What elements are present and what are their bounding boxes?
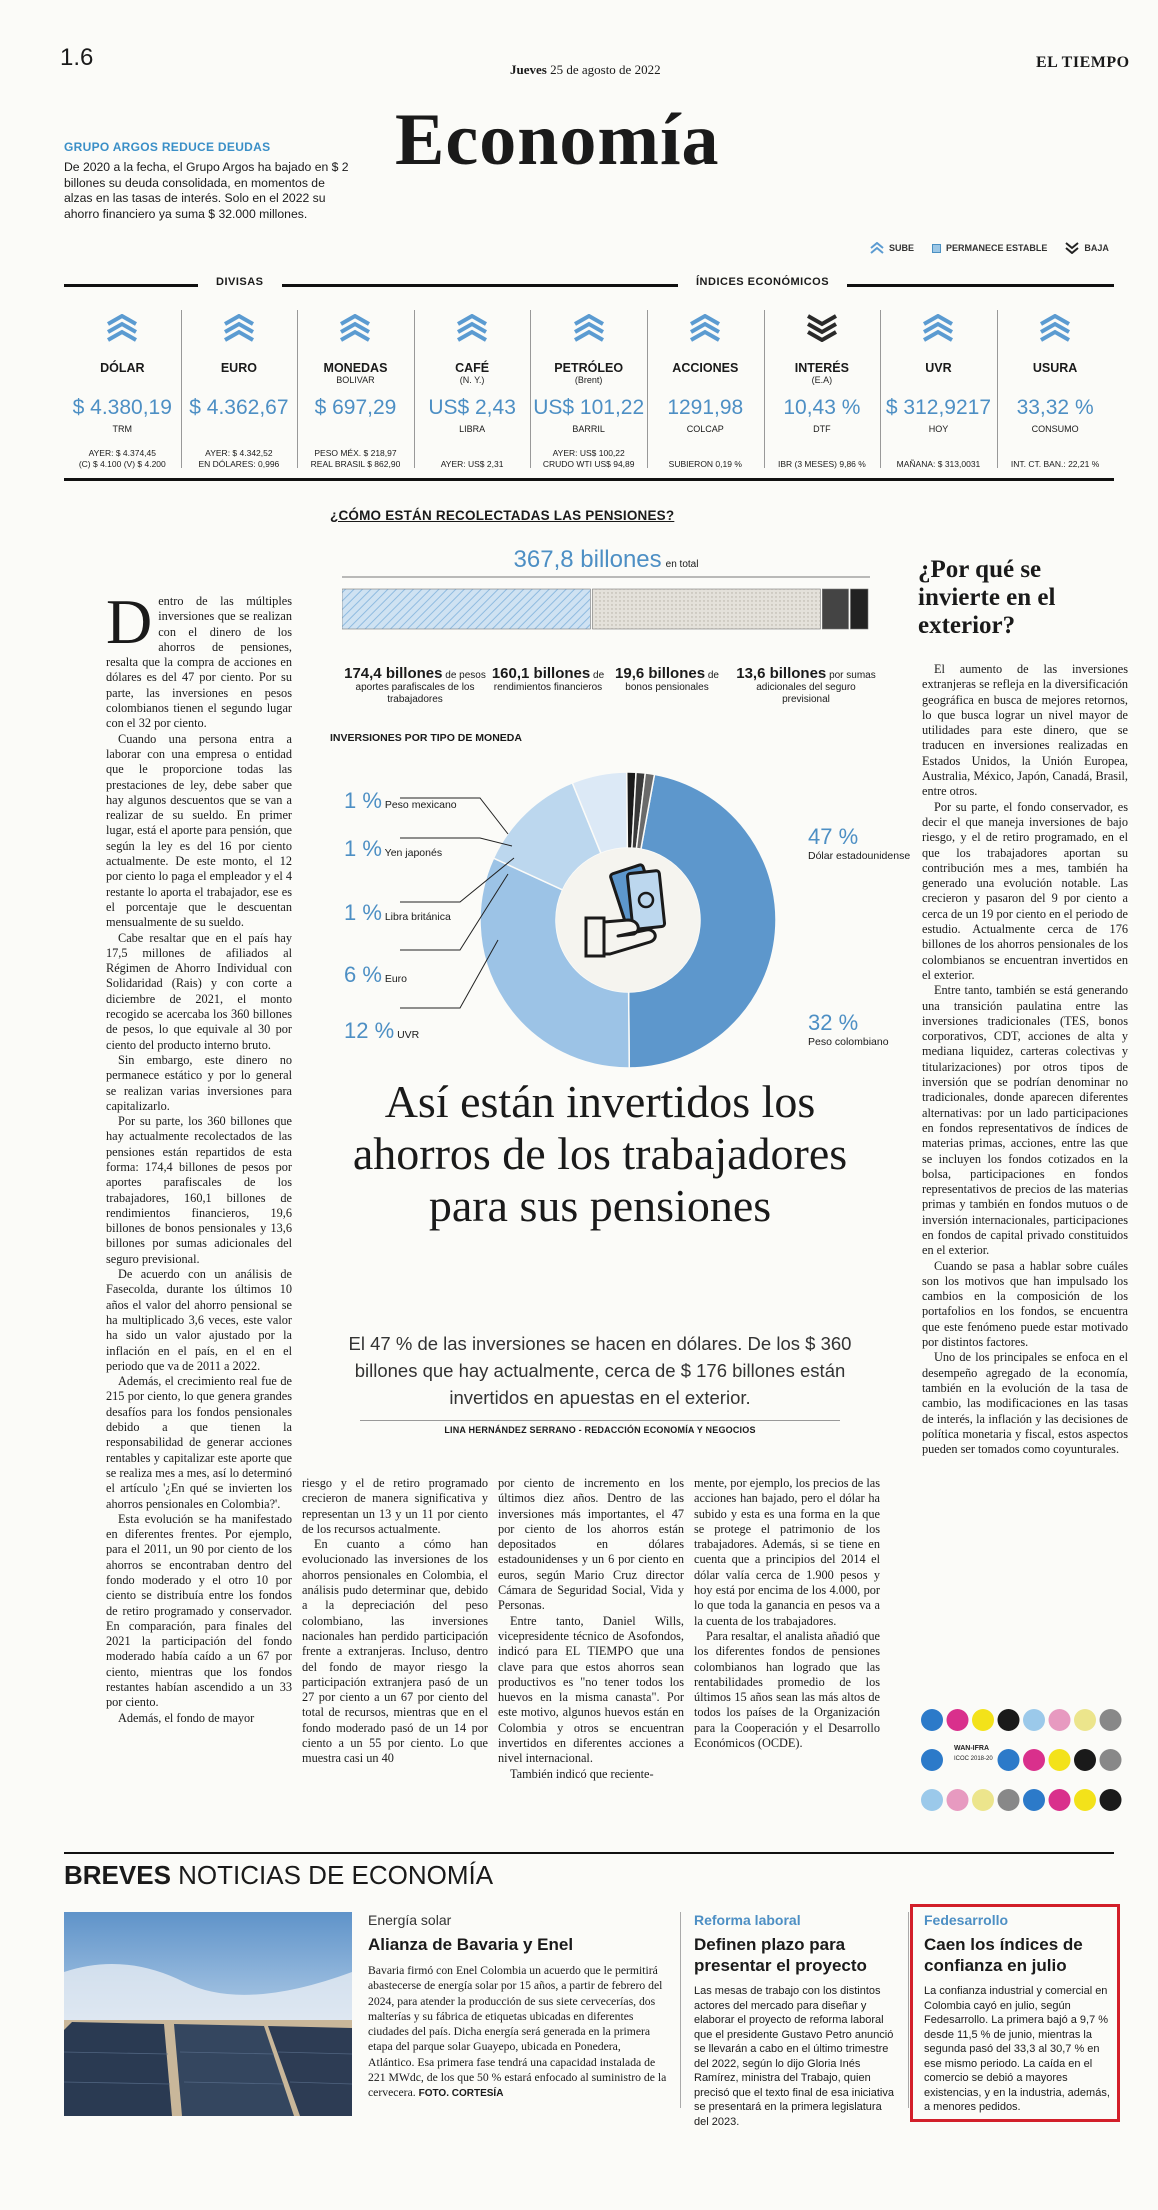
article-column-1 bbox=[106, 586, 292, 1726]
total-label bbox=[342, 546, 870, 574]
donut-label-percent: 1 % bbox=[344, 836, 382, 861]
indicator-sub bbox=[880, 375, 997, 386]
indicator-6 bbox=[647, 300, 764, 470]
color-control-bar bbox=[920, 1704, 1126, 1822]
total-value: 367,8 billones bbox=[513, 546, 662, 573]
indicator-unit bbox=[297, 424, 414, 436]
article-paragraph: por ciento de incremento en los últimos diez años. Dentro de las inversiones más importantes, el 47 por ciento de los ahorros están depositados en dólares estadounidenses y un 6 por ciento en euros, según Mario Cruz director Cámara de Seguridad Social, Vida y Personas. bbox=[498, 1476, 684, 1613]
color-dot bbox=[1023, 1749, 1045, 1771]
indicator-unit: DTF bbox=[813, 424, 831, 434]
breves-title: BREVES NOTICIAS DE ECONOMÍA bbox=[64, 1860, 494, 1890]
color-dot bbox=[1100, 1749, 1122, 1771]
donut-label-percent: 1 % bbox=[344, 788, 382, 813]
article-headline: Así están invertidos los ahorros de los trabajadores para sus pensiones bbox=[352, 1076, 848, 1231]
drop-cap: D bbox=[106, 586, 153, 657]
indicator-2 bbox=[181, 300, 298, 470]
color-dot bbox=[998, 1749, 1020, 1771]
article-paragraph: Cuando se pasa a hablar sobre cuáles son los motivos que han impulsado los cambios en la composición de los portafolios en los fondos, se encuentra que este fenómeno puede estar motivado por distintos factores. bbox=[922, 1258, 1128, 1350]
date-day: Jueves bbox=[510, 62, 547, 77]
donut-label bbox=[808, 1010, 889, 1048]
donut-label bbox=[344, 788, 457, 814]
color-dot bbox=[1049, 1709, 1071, 1731]
section-title: Economía bbox=[395, 99, 720, 181]
article-paragraph: Entre tanto, Daniel Wills, vicepresidente técnico de Asofondos, indicó para EL TIEMPO que una clave para que estos ahorros sean productivos es "no tener todos los huevos en la misma canasta". Por este motivo, algunos huevos están en Colombia y otros se encuentran invertidos en diferentes acciones a nivel internacional. bbox=[498, 1613, 684, 1766]
article-paragraph: riesgo y el de retiro programado crecieron de manera significativa y representan un 13 y un 11 por ciento de los recursos actualmente. bbox=[302, 1476, 488, 1536]
indicator-note bbox=[764, 459, 881, 470]
article-paragraph: mente, por ejemplo, los precios de las acciones han bajado, pero el dólar ha subido y esta es una forma en la que se protege el patrimonio de los trabajadores. Además, si se tiene en cuenta que a principios del 2014 el dólar valía cerca de 1.900 pesos y hoy está por encima de los 4.000, por lo que toda la ganancia en pesos va a la cuenta de los trabajadores. bbox=[694, 1476, 880, 1628]
color-dot bbox=[1100, 1789, 1122, 1811]
brief-reforma bbox=[694, 1912, 898, 2129]
up-arrow-icon bbox=[922, 314, 954, 342]
color-dot bbox=[972, 1789, 994, 1811]
donut-label bbox=[344, 836, 442, 862]
indicator-name: DÓLAR bbox=[100, 361, 145, 375]
indicator-note-line: EN DÓLARES: 0,996 bbox=[198, 459, 280, 469]
indicator-note bbox=[880, 459, 997, 470]
up-arrow-icon bbox=[106, 314, 138, 342]
stable-square-icon bbox=[932, 244, 941, 253]
indicator-unit: CONSUMO bbox=[1031, 424, 1079, 434]
indicator-value: $ 697,29 bbox=[314, 396, 397, 419]
indicator-7 bbox=[764, 300, 881, 470]
legend-up: SUBE bbox=[870, 242, 914, 254]
up-arrow-icon bbox=[1039, 314, 1071, 342]
composition-amount: 174,4 billones bbox=[344, 665, 443, 682]
up-arrow-icon bbox=[870, 242, 884, 254]
color-dot bbox=[1074, 1789, 1096, 1811]
up-arrow-icon bbox=[456, 314, 488, 342]
article-paragraph: El aumento de las inversiones extranjeras se refleja en la diversificación geográfica en busca de mejores retornos, lo que busca lograr un nivel mayor de utilidades para este dinero, que se traducen en inversiones realizadas en Estados Unidos, la Unión Europea, Australia, México, Japón, Canadá, Brasil, entre otros. bbox=[922, 662, 1128, 799]
strip-bottom-rule bbox=[64, 478, 1114, 481]
color-dot bbox=[1049, 1789, 1071, 1811]
donut-label-percent: 47 % bbox=[808, 824, 859, 849]
up-arrow-icon bbox=[223, 314, 255, 342]
color-dot bbox=[921, 1789, 943, 1811]
solar-panels-photo bbox=[64, 1912, 352, 2116]
indicator-note-line: AYER: US$ 100,22 bbox=[552, 448, 625, 458]
indicator-sub bbox=[997, 375, 1114, 386]
article-paragraph: Esta evolución se ha manifestado en diferentes frentes. Por ejemplo, para el 2011, un 90 por ciento de los ahorros se encontraban dentro del fondo moderado y el otro 10 por ciento se distribuía entre los fondos de retiro programado y conservador. En comparación, para finales del 2021 la participación del fondo moderado había caído a un 67 por ciento, mientras que los fondos restantes habían ascendido a un 33 por ciento. bbox=[106, 1511, 292, 1710]
indicator-name: PETRÓLEO bbox=[554, 361, 624, 375]
indicator-sub bbox=[647, 375, 764, 386]
article-paragraph: También indicó que reciente- bbox=[510, 1766, 654, 1781]
article-column-4 bbox=[694, 1476, 880, 1751]
indicator-unit: LIBRA bbox=[459, 424, 486, 434]
composition-label bbox=[340, 665, 490, 706]
money-hand-icon bbox=[556, 848, 700, 992]
indicator-note bbox=[181, 448, 298, 470]
article-paragraph: Sin embargo, este dinero no permanece estático y por lo general se realizan varias inversiones para capitalizarlo. bbox=[106, 1052, 292, 1113]
up-arrow-icon bbox=[689, 314, 721, 342]
article-paragraph: Uno de los principales se enfoca en el desempeño agregado de la economía, también en la evolución de la tasa de cambio, las modificaciones en las tasas de interés, la inflación y las decisiones de política monetaria y fiscal, estos aspectos pueden ser tomados como coyunturales. bbox=[922, 1350, 1128, 1457]
composition-desc: de pesos aportes parafiscales de los trabajadores bbox=[355, 670, 486, 705]
legend-down: BAJA bbox=[1065, 242, 1109, 254]
indicator-sub: (N. Y.) bbox=[459, 375, 485, 385]
brief-body: Las mesas de trabajo con los distintos actores del mercado para diseñar y elaborar el proyecto de reforma laboral que el presidente Gustavo Petro anunció se llevarán a cabo en el último trimestre del 2022, según lo dijo Gloria Inés Ramírez, ministra del Trabajo, quien precisó que el texto final de esa iniciativa se presentará en la primera legislatura del 2023. bbox=[694, 1985, 894, 2128]
donut-label bbox=[344, 962, 407, 988]
donut-label-name: Euro bbox=[384, 973, 408, 985]
up-arrow-icon bbox=[573, 314, 605, 342]
indicator-name: CAFÉ bbox=[455, 361, 490, 375]
infographic-title: ¿CÓMO ESTÁN RECOLECTADAS LAS PENSIONES? bbox=[330, 508, 675, 523]
color-dot bbox=[947, 1789, 969, 1811]
indicator-note bbox=[64, 448, 181, 470]
up-arrow-icon bbox=[339, 314, 371, 342]
indicator-name: INTERÉS bbox=[794, 361, 849, 375]
donut-label-name: Libra británica bbox=[384, 911, 451, 923]
brief-kicker: Energía solar bbox=[368, 1912, 452, 1928]
article-paragraph: Por su parte, los 360 billones que hay actualmente recolectados de las pensiones están repartidos de esta forma: 174,4 billones de pesos por aportes parafiscales de los trabajadores, 160,1 billones de rendimientos financieros, 19,6 billones de bonos pensionales y 13,6 billones por sumas adicionales del seguro previsional. bbox=[106, 1114, 292, 1266]
article-paragraph: Además, el crecimiento real fue de 215 por ciento, lo que genera grandes desafíos para los fondos pensionales debido a que tienen la responsabilidad de generar acciones rentables y capitalizar este aporte que se realiza mes a mes, así lo determinó el artículo '¿En qué se invierten los ahorros pensionales en Colombia?'. bbox=[106, 1374, 292, 1511]
indicator-note-line: INT. CT. BAN.: 22,21 % bbox=[1010, 459, 1100, 469]
indicator-note-line: AYER: US$ 2,31 bbox=[440, 459, 504, 469]
indicator-note-line: REAL BRASIL $ 862,90 bbox=[310, 459, 401, 469]
article-paragraph: Para resaltar, el analista añadió que los diferentes fondos de pensiones colombianos han logrado que las rentabilidades promedio de los últimos 15 años sean las más altos de todos los países de la Organización para la Cooperación y el Desarrollo Económicos (OCDE). bbox=[694, 1628, 880, 1751]
composition-label bbox=[612, 665, 722, 694]
indicator-sub: (E.A) bbox=[811, 375, 833, 385]
color-dot bbox=[972, 1709, 994, 1731]
byline-rule bbox=[360, 1420, 840, 1421]
article-paragraph: Además, el fondo de mayor bbox=[118, 1710, 255, 1725]
page-number: 1.6 bbox=[60, 44, 94, 71]
article-paragraph: Cuando una persona entra a laborar con una empresa o entidad que le proporcione todas las prestaciones de ley, debe saber que hay algunos descuentos que se van a realizar de su sueldo. En primer lugar, está el aporte para pensión, que según la ley es del 16 por ciento actualmente. De este monto, el 12 por ciento lo paga el empleador y el 4 restante lo aporta el trabajador, ese es el porcentaje que le descuentan mensualmente de su sueldo. bbox=[106, 731, 292, 930]
composition-label bbox=[488, 665, 608, 694]
indicator-note-line: (C) $ 4.100 (V) $ 4.200 bbox=[78, 459, 166, 469]
indicator-value: US$ 101,22 bbox=[533, 396, 645, 419]
indicator-note-line: AYER: $ 4.342,52 bbox=[205, 448, 273, 458]
indicator-name: EURO bbox=[220, 361, 257, 375]
composition-desc: de rendimientos financieros bbox=[493, 670, 605, 693]
down-arrow-icon bbox=[1065, 242, 1079, 254]
breves-rule bbox=[64, 1852, 1114, 1854]
indicator-note bbox=[414, 459, 531, 470]
sidebar-body bbox=[922, 662, 1128, 1457]
donut-label bbox=[344, 1018, 419, 1044]
color-dot bbox=[998, 1789, 1020, 1811]
composition-desc: por sumas adicionales del seguro previsional bbox=[756, 670, 876, 705]
sidebar-headline: ¿Por qué se invierte en el exterior? bbox=[918, 556, 1056, 639]
photo-credit: FOTO. CORTESÍA bbox=[418, 2088, 504, 2100]
article-paragraph: Entre tanto, también se está generando una transición paulatina entre las inversiones tradicionales (TES, bonos corporativos, CDT, acciones de alta y mediana liquidez, carteras colectivas y titularizaciones) por otros tipos de inversión que se podrían denominar no tradicionales, donde aparecen diferentes alternativas: por un lado participaciones en fondos representativos de índices de materias primas, acciones, entre las que se incluyen los fondos cotizados en la bolsa, participaciones en fondos representativos de precios de las materias primas y también en fondos mutuos o de inversión internacionales, participaciones en fondos de capital privado constituidos en el exterior. bbox=[922, 983, 1128, 1258]
brief-body: Bavaria firmó con Enel Colombia un acuerdo que le permitirá abastecerse de energía solar por 15 años, a partir de febrero del 2024, para atender la producción de sus siete cervecerías, dos malterías y su fábrica de etiquetas ubicadas en diferentes ciudades del país. Dicha energía será generada en la primera etapa del parque solar Guayepo, ubicada en Ponedera, Atlántico. Esa primera fase tendrá una capacidad instalada de 221 MWdc, de los que 50 % estará enfocado al suministro de la cervecera. FOTO. CORTESÍA bbox=[368, 1964, 667, 2100]
article-paragraph: En cuanto a cómo han evolucionado las inversiones de los ahorros pensionales en Colombia, el análisis pudo determinar que, debido a la depreciación del peso colombiano, las inversiones nacionales han perdido participación frente a extranjeras. Incluso, dentro del fondo de mayor riesgo la participación extranjera pasó de un 27 por ciento a un 67 por ciento del total de recursos, mientras que en el fondo moderado pasó de un 14 por ciento a un 55 por ciento. Lo que muestra casi un 40 bbox=[302, 1537, 488, 1766]
indicator-value: 1291,98 bbox=[667, 396, 744, 419]
indicator-sub: BOLIVAR bbox=[336, 375, 375, 385]
composition-amount: 19,6 billones bbox=[615, 665, 706, 682]
highlight-box bbox=[910, 1904, 1120, 2122]
indicator-8 bbox=[880, 300, 997, 470]
brief-separator bbox=[680, 1912, 681, 2108]
indicator-note bbox=[297, 448, 414, 470]
indicator-value: 33,32 % bbox=[1016, 396, 1094, 419]
dateline bbox=[510, 62, 661, 78]
donut-label-name: UVR bbox=[397, 1029, 420, 1041]
indicator-unit: TRM bbox=[112, 424, 133, 434]
indicator-name: ACCIONES bbox=[672, 361, 739, 375]
indicator-value: $ 4.362,67 bbox=[189, 396, 289, 419]
color-bar-caption: ICOC 2018-20 bbox=[954, 1756, 993, 1762]
byline: LINA HERNÁNDEZ SERRANO - REDACCIÓN ECONOMÍA Y NEGOCIOS bbox=[444, 1425, 756, 1435]
down-arrow-icon bbox=[806, 314, 838, 342]
indicator-note bbox=[997, 459, 1114, 470]
article-dek: El 47 % de las inversiones se hacen en dólares. De los $ 360 billones que hay actualmente, cerca de $ 176 billones están invertidos en apuestas en el exterior. bbox=[348, 1333, 852, 1408]
color-dot bbox=[1100, 1709, 1122, 1731]
brief-bavaria bbox=[368, 1912, 668, 2102]
indicator-note-line: CRUDO WTI US$ 94,89 bbox=[542, 459, 635, 469]
donut-label-percent: 6 % bbox=[344, 962, 382, 987]
indicator-note bbox=[530, 448, 647, 470]
color-bar-logo: WAN-IFRA bbox=[954, 1745, 989, 1752]
indicator-value: US$ 2,43 bbox=[428, 396, 516, 419]
indicator-sub: (Brent) bbox=[574, 375, 603, 385]
indicator-sub bbox=[64, 375, 181, 386]
indicator-name: UVR bbox=[925, 361, 952, 375]
brief-headline: Definen plazo para presentar el proyecto bbox=[694, 1935, 867, 1975]
composition-amount: 160,1 billones bbox=[491, 665, 591, 682]
donut-label-name: Peso colombiano bbox=[808, 1036, 889, 1048]
indicator-9 bbox=[997, 300, 1114, 470]
indicator-value: $ 312,9217 bbox=[885, 396, 992, 419]
teaser-body: De 2020 a la fecha, el Grupo Argos ha bajado en $ 2 billones su deuda consolidada, en momentos de alzas en las tasas de interés. Solo en el 2022 su ahorro financiero ya suma $ 32.000 millones. bbox=[64, 160, 349, 221]
indicator-note-line: SUBIERON 0,19 % bbox=[668, 459, 742, 469]
composition-amount: 13,6 billones bbox=[736, 665, 827, 682]
total-suffix: en total bbox=[665, 559, 699, 570]
donut-label-percent: 12 % bbox=[344, 1018, 395, 1043]
donut-label bbox=[808, 824, 910, 862]
brief-kicker: Fedesarrollo bbox=[924, 1912, 1009, 1928]
indicator-note-line: MAÑANA: $ 313,0031 bbox=[896, 459, 981, 469]
indicator-note-line: AYER: $ 4.374,45 bbox=[88, 448, 156, 458]
bar-segment bbox=[822, 589, 848, 629]
bar-segment bbox=[592, 589, 820, 629]
color-dot bbox=[947, 1709, 969, 1731]
donut-label-percent: 1 % bbox=[344, 900, 382, 925]
masthead-brand: EL TIEMPO bbox=[1036, 54, 1130, 71]
indicator-unit: COLCAP bbox=[686, 424, 724, 434]
color-dot bbox=[1074, 1749, 1096, 1771]
indicator-1 bbox=[64, 300, 181, 470]
color-dot bbox=[921, 1709, 943, 1731]
indicator-note bbox=[647, 459, 764, 470]
composition-label bbox=[736, 665, 876, 706]
teaser-head: GRUPO ARGOS REDUCE DEUDAS bbox=[64, 140, 271, 154]
indicator-note-line: PESO MÉX. $ 218,97 bbox=[314, 448, 397, 458]
divisas-label: DIVISAS bbox=[198, 276, 282, 288]
date-rest: 25 de agosto de 2022 bbox=[550, 62, 661, 77]
color-dot bbox=[1023, 1709, 1045, 1731]
indicator-sub bbox=[181, 375, 298, 386]
indicator-unit bbox=[181, 424, 298, 436]
indicator-note-line: IBR (3 MESES) 9,86 % bbox=[777, 459, 866, 469]
article-column-2 bbox=[302, 1476, 488, 1767]
indicator-5 bbox=[530, 300, 647, 470]
total-composition-bar bbox=[342, 575, 870, 631]
article-paragraph: Por su parte, el fondo conservador, es decir el que maneja inversiones de bajo riesgo, y el de retiro programado, en el que los trabajadores aportan su contribución mes a mes, también ha generado una evolución notable. Las crecieron y pasaron del 9 por ciento a cerca de un 19 por ciento en el periodo de estudio. Actualmente cerca de 176 billones de los ahorros pensionales de los colombianos se encuentran invertidos en el exterior. bbox=[922, 799, 1128, 982]
color-dot bbox=[998, 1709, 1020, 1731]
bar-segment bbox=[850, 589, 868, 629]
article-paragraph: Dentro de las múltiples inversiones que se realizan con el dinero de los ahorros de pensiones, resalta que la compra de acciones en dólares es del 47 por ciento. Por su parte, las inversiones en pesos colombianos tienen el segundo lugar con el 32 por ciento. bbox=[106, 586, 292, 731]
brief-body: La confianza industrial y comercial en Colombia cayó en julio, según Fedesarrollo. La primera bajó a 9,7 % desde 11,5 % de junio, mientras la segunda pasó del 33,3 al 30,7 % en ese mismo periodo. La caída en el comercio se debió a mayores existencias, y en la industria, además, a menores pedidos. bbox=[924, 1985, 1110, 2113]
brief-kicker: Reforma laboral bbox=[694, 1912, 801, 1928]
currency-chart-title: INVERSIONES POR TIPO DE MONEDA bbox=[330, 732, 522, 744]
indicator-name: USURA bbox=[1032, 361, 1078, 375]
bar-segments bbox=[342, 589, 868, 629]
indicator-value: $ 4.380,19 bbox=[72, 396, 172, 419]
color-dot bbox=[1049, 1749, 1071, 1771]
indicator-4 bbox=[414, 300, 531, 470]
article-column-3 bbox=[498, 1476, 684, 1782]
article-paragraph: De acuerdo con un análisis de Fasecolda, durante los últimos 10 años el valor del ahorro pensional se ha multiplicado 3,6 veces, este valor ha sido un valor ajustado por la inflación en el país, en el en el periodo que va de 2011 a 2022. bbox=[106, 1267, 292, 1373]
composition-desc: de bonos pensionales bbox=[625, 670, 719, 693]
bar-segment bbox=[342, 589, 590, 629]
donut-label-name: Peso mexicano bbox=[384, 799, 457, 811]
donut-label-name: Yen japonés bbox=[384, 847, 443, 859]
indicator-value: 10,43 % bbox=[783, 396, 861, 419]
legend-stable: PERMANECE ESTABLE bbox=[932, 243, 1047, 253]
color-dot bbox=[1074, 1709, 1096, 1731]
color-dot bbox=[1023, 1789, 1045, 1811]
donut-label-name: Dólar estadounidense bbox=[808, 850, 911, 862]
indicator-name: MONEDAS bbox=[323, 361, 388, 375]
donut-label bbox=[344, 900, 451, 926]
brief-headline: Caen los índices de confianza en julio bbox=[924, 1935, 1083, 1975]
indicator-3 bbox=[297, 300, 414, 470]
indicator-unit: HOY bbox=[928, 424, 949, 434]
color-dots bbox=[921, 1709, 1122, 1811]
color-dot bbox=[921, 1749, 943, 1771]
indices-label: ÍNDICES ECONÓMICOS bbox=[678, 276, 847, 288]
article-paragraph: Cabe resaltar que en el país hay 17,5 millones de afiliados al Régimen de Ahorro Individual con Solidaridad (Rais) y con corte a diciembre de 2021, el monto recogido se acercaba los 360 billones de pesos, lo que equivale al 30 por ciento del producto interno bruto. bbox=[106, 930, 292, 1052]
trend-legend bbox=[870, 242, 1109, 254]
donut-label-percent: 32 % bbox=[808, 1010, 859, 1035]
brief-headline: Alianza de Bavaria y Enel bbox=[368, 1935, 574, 1954]
brief-separator bbox=[908, 1912, 909, 2108]
indicator-unit: BARRIL bbox=[572, 424, 605, 434]
